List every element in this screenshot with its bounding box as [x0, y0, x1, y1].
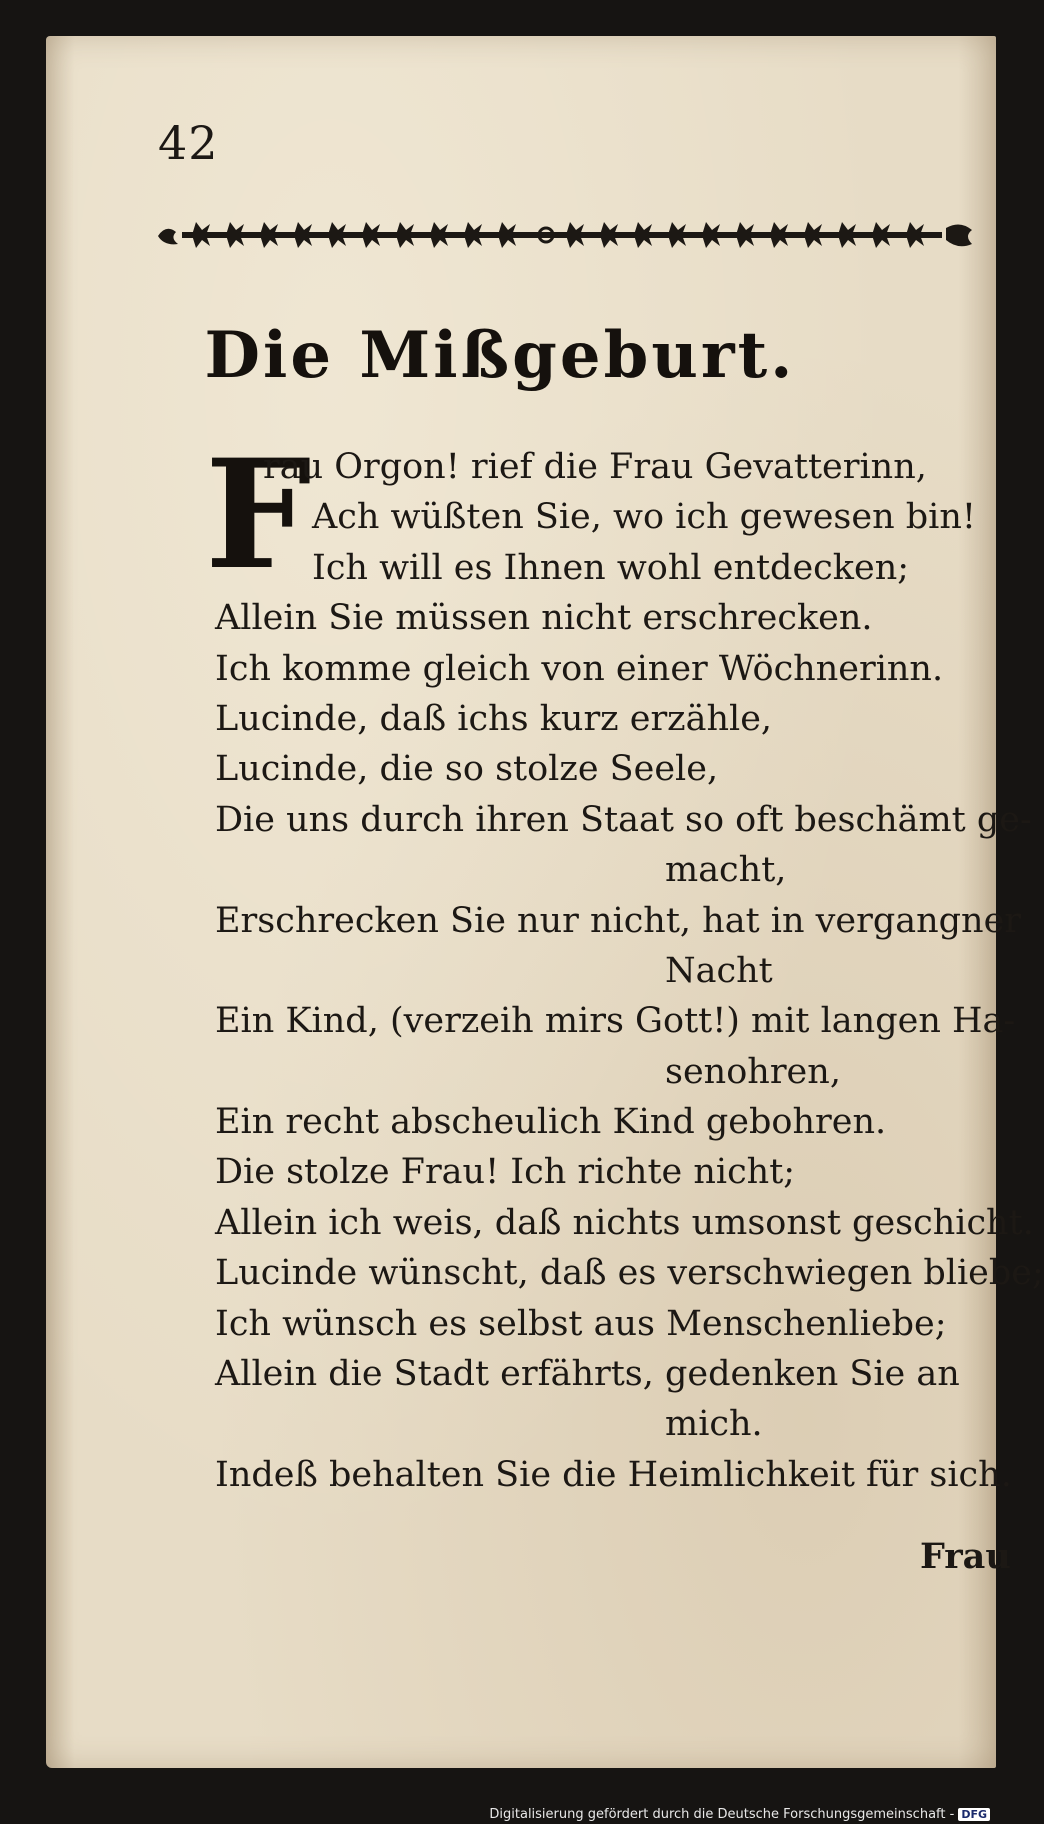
drop-cap-initial: F [205, 427, 312, 603]
dfg-logo: DFG [958, 1808, 990, 1821]
verse-line: Lucinde, daß ichs kurz erzähle, [215, 698, 773, 739]
verse-line: Die stolze Frau! Ich richte nicht; [215, 1152, 796, 1193]
page-number: 42 [158, 116, 219, 170]
verse-line: Allein ich weis, daß nichts umsonst geschicht. [215, 1202, 1034, 1243]
verse-line: Allein Sie müssen nicht erschrecken. [215, 598, 873, 639]
verse-line: Ach wüßten Sie, wo ich gewesen bin! [312, 497, 976, 538]
verse-line: Erschrecken Sie nur nicht, hat in vergangner [215, 900, 1022, 941]
poem-title: Die Mißgeburt. [204, 318, 796, 393]
verse-line: Die uns durch ihren Staat so oft beschämt ge- [215, 799, 1032, 840]
footer-text: Digitalisierung gefördert durch die Deutsche Forschungsgemeinschaft - [489, 1807, 955, 1822]
verse-line: Lucinde, die so stolze Seele, [215, 749, 719, 790]
verse-line-continuation: mich. [665, 1404, 763, 1445]
verse-line: Ich will es Ihnen wohl entdecken; [312, 547, 910, 588]
verse-line-continuation: senohren, [665, 1051, 841, 1092]
verse-line: Ein recht abscheulich Kind gebohren. [215, 1102, 887, 1143]
verse-line: Ich wünsch es selbst aus Menschenliebe; [215, 1303, 947, 1344]
verse-line: Ein Kind, (verzeih mirs Gott!) mit langen Ha- [215, 1001, 1016, 1042]
ornament-border [156, 218, 976, 252]
verse-line: Indeß behalten Sie die Heimlichkeit für sich. [215, 1454, 1012, 1495]
digitization-footer [489, 1807, 990, 1822]
catchword: Frau [920, 1536, 1011, 1577]
poem-body [215, 442, 1044, 1500]
verse-line: Ich komme gleich von einer Wöchnerinn. [215, 648, 944, 689]
verse-line: Allein die Stadt erfährts, gedenken Sie an [215, 1354, 960, 1395]
verse-line-continuation: Nacht [665, 950, 773, 991]
verse-line-continuation: macht, [665, 850, 787, 891]
verse-line: rau Orgon! rief die Frau Gevatterinn, [263, 447, 927, 487]
verse-line: Lucinde wünscht, daß es verschwiegen bliebe; [215, 1253, 1044, 1294]
